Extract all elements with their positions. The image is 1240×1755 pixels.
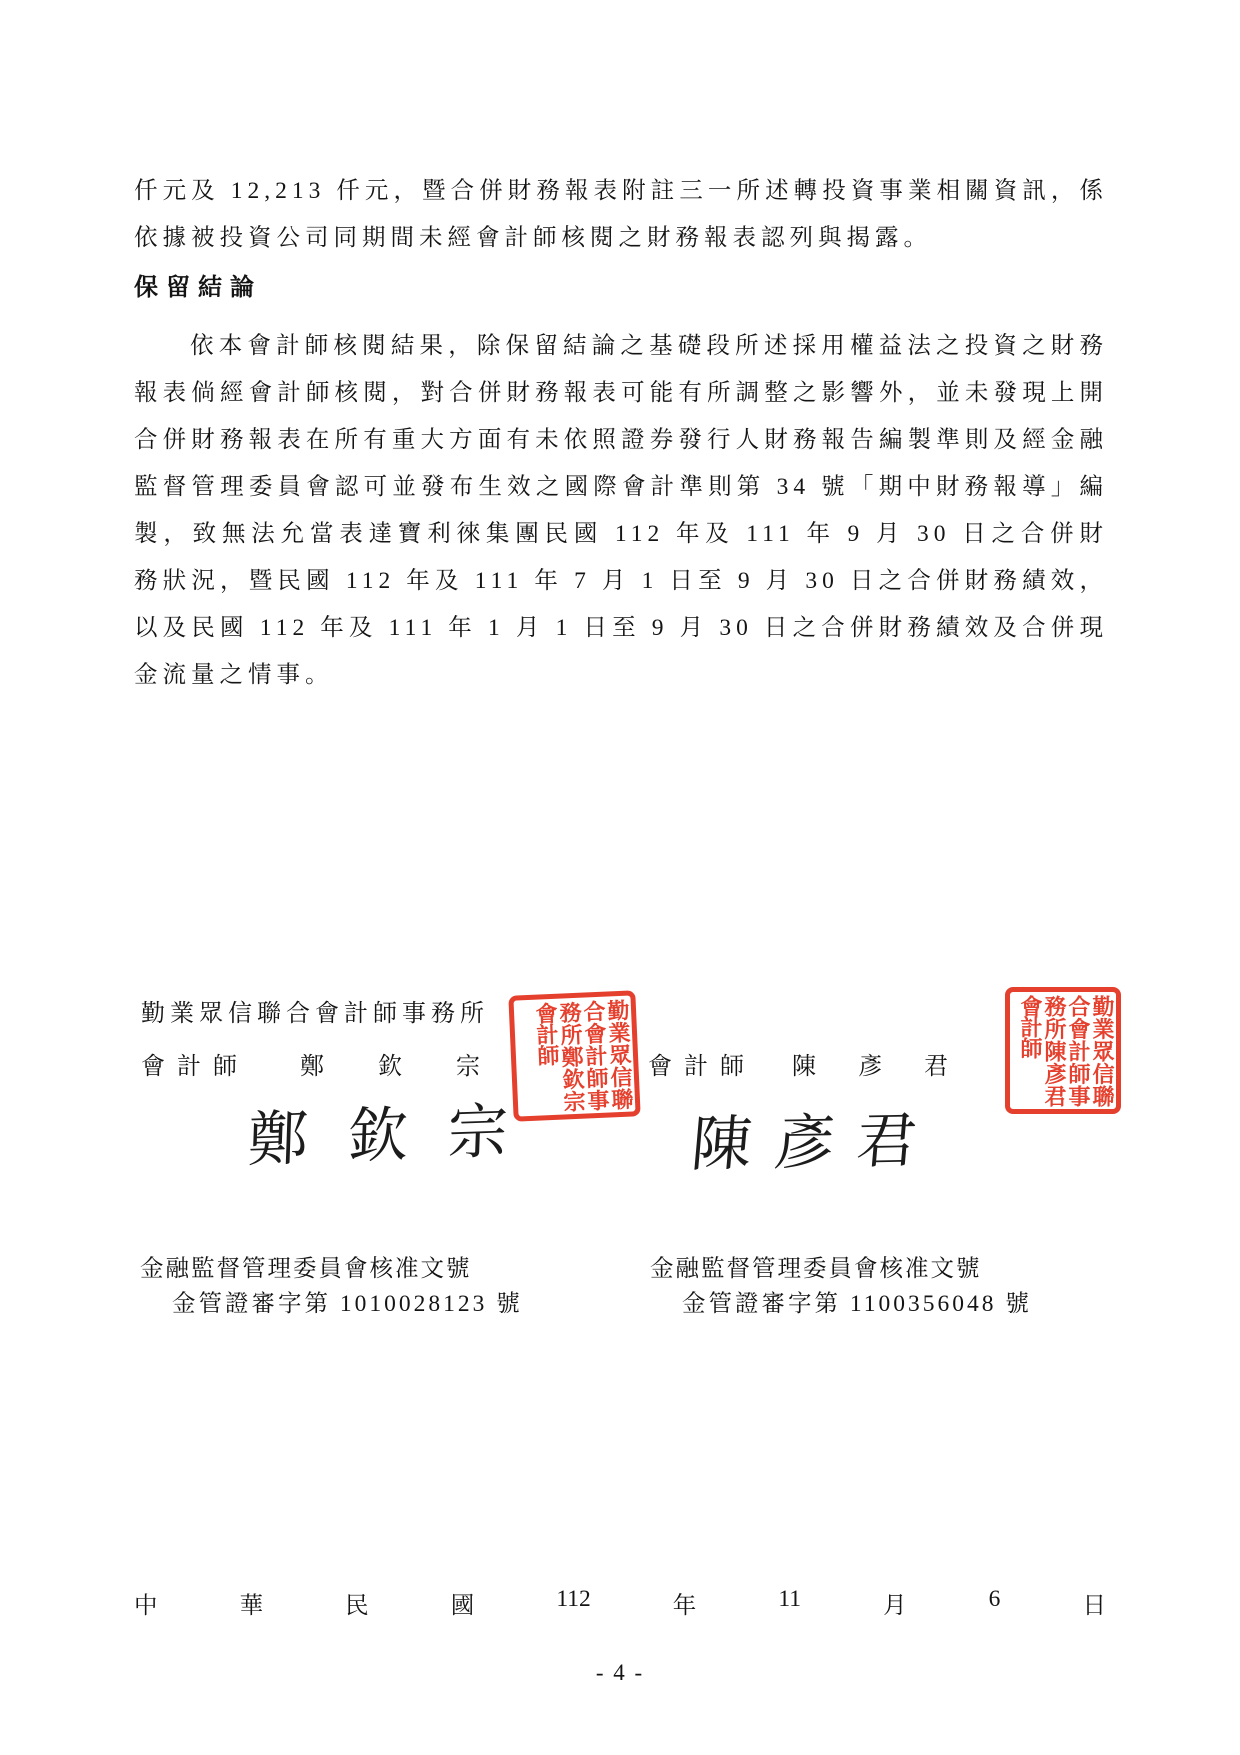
- date-token: 國: [450, 1593, 475, 1619]
- handwritten-signature-left: [247, 1083, 510, 1178]
- date-token: 民: [345, 1593, 369, 1619]
- fsc-approval-title-left: 金融監督管理委員會核准文號: [140, 1256, 472, 1282]
- qualified-conclusion-paragraph: 依本會計師核閱結果，除保留結論之基礎段所述採用權益法之投資之財務報表倘經會計師核閱，對合併財務報表可能有所調整之影響外，並未發現上開合併財務報表在所有重大方面有未依照證券發行人財務報告編製準則及經金融監督管理委員會認可並發布生效之國際會計準則第 34 號「期中財務報導」編製，致無法允當表達寶利徠集團民國 112 年及 111 年 9 月 30 日之合併財務狀況，暨民國 112 年及 111 年 7 月 1 日至 9 月 30 日之合併財務績效，以及民國 112 年及 111 年 1 月 1 日至 9 月 30 日之合併財務績效及合併現金流量之情事。: [134, 333, 1108, 688]
- page-number: - 4 -: [595, 1660, 645, 1685]
- section-heading-qualified-conclusion: 保留結論: [134, 275, 262, 301]
- signature-right-char: 彥: [771, 1109, 837, 1177]
- accountant-name-left-char: 宗: [456, 1054, 480, 1080]
- date-token-month: 11: [778, 1586, 801, 1612]
- date-token: 年: [672, 1593, 697, 1619]
- red-stamp-seal-left: [508, 990, 640, 1121]
- accountant-name-right-char: 陳: [792, 1054, 816, 1080]
- accountant-name-right-char: 彥: [858, 1054, 882, 1080]
- body-paragraph-continuation: 仟元及 12,213 仟元，暨合併財務報表附註三一所述轉投資事業相關資訊，係依據被投資公司同期間未經會計師核閱之財務報表認列與揭露。: [134, 178, 1108, 251]
- signature-left-char: 宗: [446, 1098, 509, 1167]
- accounting-firm-name: 勤業眾信聯合會計師事務所: [141, 1001, 489, 1027]
- signature-left-char: 欽: [346, 1101, 409, 1171]
- handwritten-signature-right: [688, 1093, 921, 1183]
- fsc-approval-number-left: 金管證審字第 1010028123 號: [172, 1291, 523, 1317]
- date-token-year: 112: [556, 1586, 591, 1612]
- accountant-name-left-char: 欽: [378, 1054, 402, 1080]
- seal-text-right: 勤業眾信聯合會計師事務所陳彥君會計師: [1018, 995, 1115, 1106]
- date-token: 日: [1082, 1593, 1106, 1619]
- accountant-name-right-char: 君: [924, 1054, 948, 1080]
- signature-right-char: 陳: [688, 1110, 755, 1179]
- date-token: 華: [239, 1593, 264, 1619]
- accountant-name-right: [792, 1046, 948, 1081]
- red-stamp-seal-right: [1005, 987, 1121, 1114]
- date-token: 月: [883, 1593, 907, 1619]
- fsc-approval-title-right: 金融監督管理委員會核准文號: [650, 1256, 982, 1282]
- accountant-name-left: [300, 1046, 480, 1081]
- date-token: 中: [134, 1593, 158, 1619]
- signature-right-char: 君: [853, 1107, 920, 1176]
- seal-text-left: 勤業眾信聯合會計師事務所鄭欽宗會計師: [532, 998, 635, 1112]
- accountant-name-left-char: 鄭: [300, 1054, 324, 1080]
- signature-left-char: 鄭: [246, 1105, 310, 1174]
- accountant-role-left: 會計師: [141, 1054, 249, 1080]
- accountant-role-right: 會計師: [648, 1054, 756, 1080]
- roc-date-line: [134, 1586, 1106, 1620]
- date-token-day: 6: [988, 1586, 1001, 1612]
- fsc-approval-number-right: 金管證審字第 1100356048 號: [682, 1291, 1032, 1317]
